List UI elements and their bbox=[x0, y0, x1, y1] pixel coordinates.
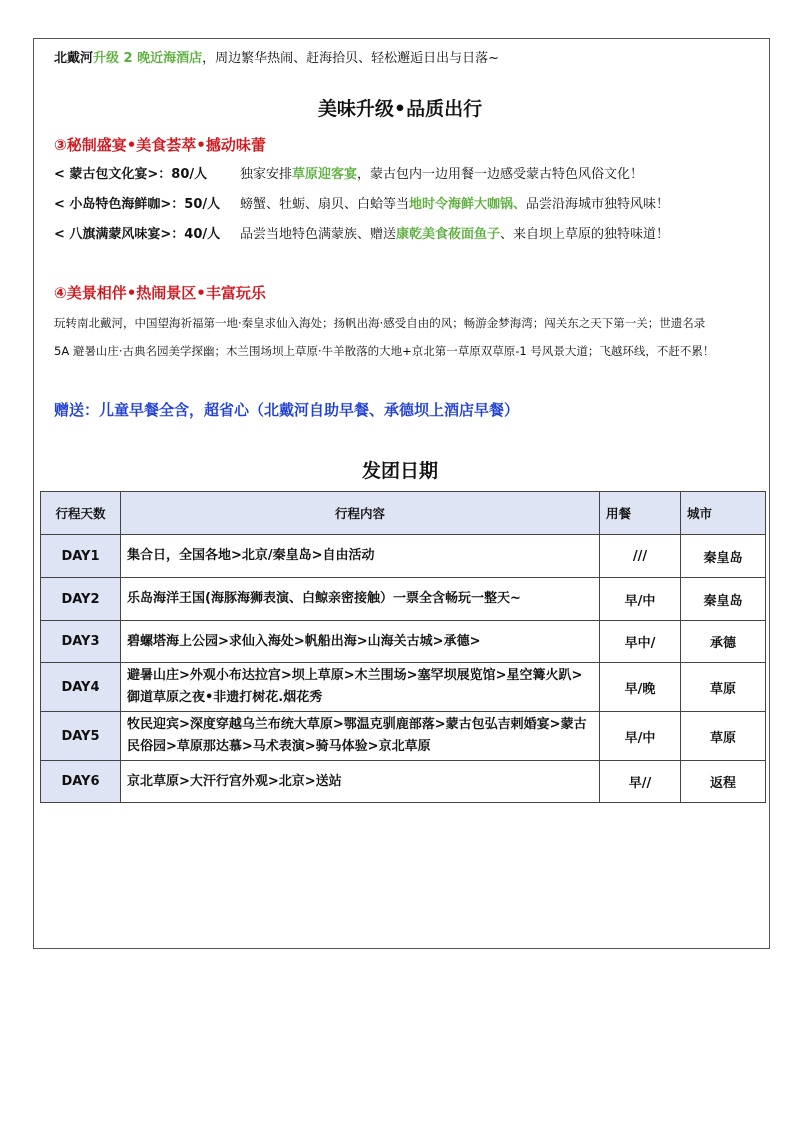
table-row bbox=[41, 761, 766, 803]
table-row bbox=[41, 535, 766, 578]
table-row bbox=[41, 578, 766, 621]
row-meal: 早/中 bbox=[600, 578, 681, 621]
row-meal: 早// bbox=[600, 761, 681, 803]
row-city: 草原 bbox=[681, 712, 766, 761]
row-city: 秦皇岛 bbox=[681, 535, 766, 578]
row-content: 京北草原>大汗行宫外观>北京>送站 bbox=[121, 761, 600, 803]
header-meal: 用餐 bbox=[600, 492, 681, 535]
food-item-2-before: 螃蟹、牡蛎、扇贝、白蛤等当 bbox=[240, 197, 410, 212]
row-meal: 早中/ bbox=[600, 621, 681, 663]
food-item-2-highlight: 地时令海鲜大咖锅、 bbox=[409, 197, 527, 212]
food-item-1-name: < 蒙古包文化宴>：80/人 bbox=[54, 167, 208, 182]
schedule-header-row bbox=[41, 492, 766, 535]
row-day: DAY1 bbox=[41, 535, 121, 578]
food-subtitle: ③秘制盛宴•美食荟萃•撼动味蕾 bbox=[54, 136, 266, 154]
intro-rest: ，周边繁华热闹、赶海拾贝、轻松邂逅日出与日落~ bbox=[202, 51, 500, 66]
header-day: 行程天数 bbox=[41, 492, 121, 535]
gift-note: 赠送：儿童早餐全含，超省心（北戴河自助早餐、承德坝上酒店早餐） bbox=[54, 401, 520, 419]
food-item-3-before: 品尝当地特色满蒙族、赠送 bbox=[240, 227, 397, 242]
food-item-3-name: < 八旗满蒙风味宴>：40/人 bbox=[54, 227, 221, 242]
row-city: 秦皇岛 bbox=[681, 578, 766, 621]
food-item-3-highlight: 康乾美食莜面鱼子 bbox=[396, 227, 501, 242]
scenery-subtitle: ④美景相伴•热闹景区•丰富玩乐 bbox=[54, 284, 266, 302]
row-city: 草原 bbox=[681, 663, 766, 712]
food-item-1-highlight: 草原迎客宴 bbox=[292, 167, 358, 182]
row-content: 集合日，全国各地>北京/秦皇岛>自由活动 bbox=[121, 535, 600, 578]
food-item-2-after: 品尝沿海城市独特风味！ bbox=[526, 197, 670, 212]
row-content: 碧螺塔海上公园>求仙入海处>帆船出海>山海关古城>承德> bbox=[121, 621, 600, 663]
row-content: 乐岛海洋王国(海豚海狮表演、白鲸亲密接触）一票全含畅玩一整天~ bbox=[121, 578, 600, 621]
row-day: DAY6 bbox=[41, 761, 121, 803]
row-content: 牧民迎宾>深度穿越乌兰布统大草原>鄂温克驯鹿部落>蒙古包弘吉剌婚宴>蒙古民俗园>草原那达慕>马术表演>骑马体验>京北草原 bbox=[121, 712, 600, 761]
food-item-3-after: 、来自坝上草原的独特味道！ bbox=[500, 227, 670, 242]
row-day: DAY2 bbox=[41, 578, 121, 621]
scenery-line-1: 玩转南北戴河，中国望海祈福第一地·秦皇求仙入海处；扬帆出海·感受自由的风；畅游金梦海湾；闯关东之天下第一关；世遗名录 bbox=[54, 316, 706, 330]
row-day: DAY4 bbox=[41, 663, 121, 712]
food-item-1 bbox=[54, 163, 643, 182]
header-content: 行程内容 bbox=[121, 492, 600, 535]
schedule-title: 发团日期 bbox=[361, 460, 438, 482]
row-content: 避暑山庄>外观小布达拉宫>坝上草原>木兰围场>塞罕坝展览馆>星空篝火趴>御道草原之夜•非遗打树花.烟花秀 bbox=[121, 663, 600, 712]
row-meal: 早/晚 bbox=[600, 663, 681, 712]
row-city: 返程 bbox=[681, 761, 766, 803]
row-meal: 早/中 bbox=[600, 712, 681, 761]
row-city: 承德 bbox=[681, 621, 766, 663]
row-meal: /// bbox=[600, 535, 681, 578]
food-item-1-after: ，蒙古包内一边用餐一边感受蒙古特色风俗文化！ bbox=[357, 167, 644, 182]
scenery-line-2: 5A 避暑山庄·古典名园美学探幽；木兰围场坝上草原·牛羊散落的大地+京北第一草原双草原-1 号风景大道；飞越环线，不赶不累！ bbox=[54, 344, 715, 358]
row-day: DAY3 bbox=[41, 621, 121, 663]
intro-upgrade: 升级 2 晚近海酒店 bbox=[93, 51, 203, 66]
food-section-title: 美味升级•品质出行 bbox=[317, 98, 483, 120]
header-city: 城市 bbox=[681, 492, 766, 535]
table-row bbox=[41, 621, 766, 663]
food-item-2-name: < 小岛特色海鲜咖>：50/人 bbox=[54, 197, 221, 212]
intro-line bbox=[54, 47, 499, 66]
table-row bbox=[41, 663, 766, 712]
row-day: DAY5 bbox=[41, 712, 121, 761]
food-item-1-before: 独家安排 bbox=[240, 167, 293, 182]
table-row bbox=[41, 712, 766, 761]
schedule-table bbox=[40, 491, 766, 803]
food-item-2 bbox=[54, 193, 669, 212]
intro-place: 北戴河 bbox=[54, 51, 94, 66]
food-item-3 bbox=[54, 223, 669, 242]
